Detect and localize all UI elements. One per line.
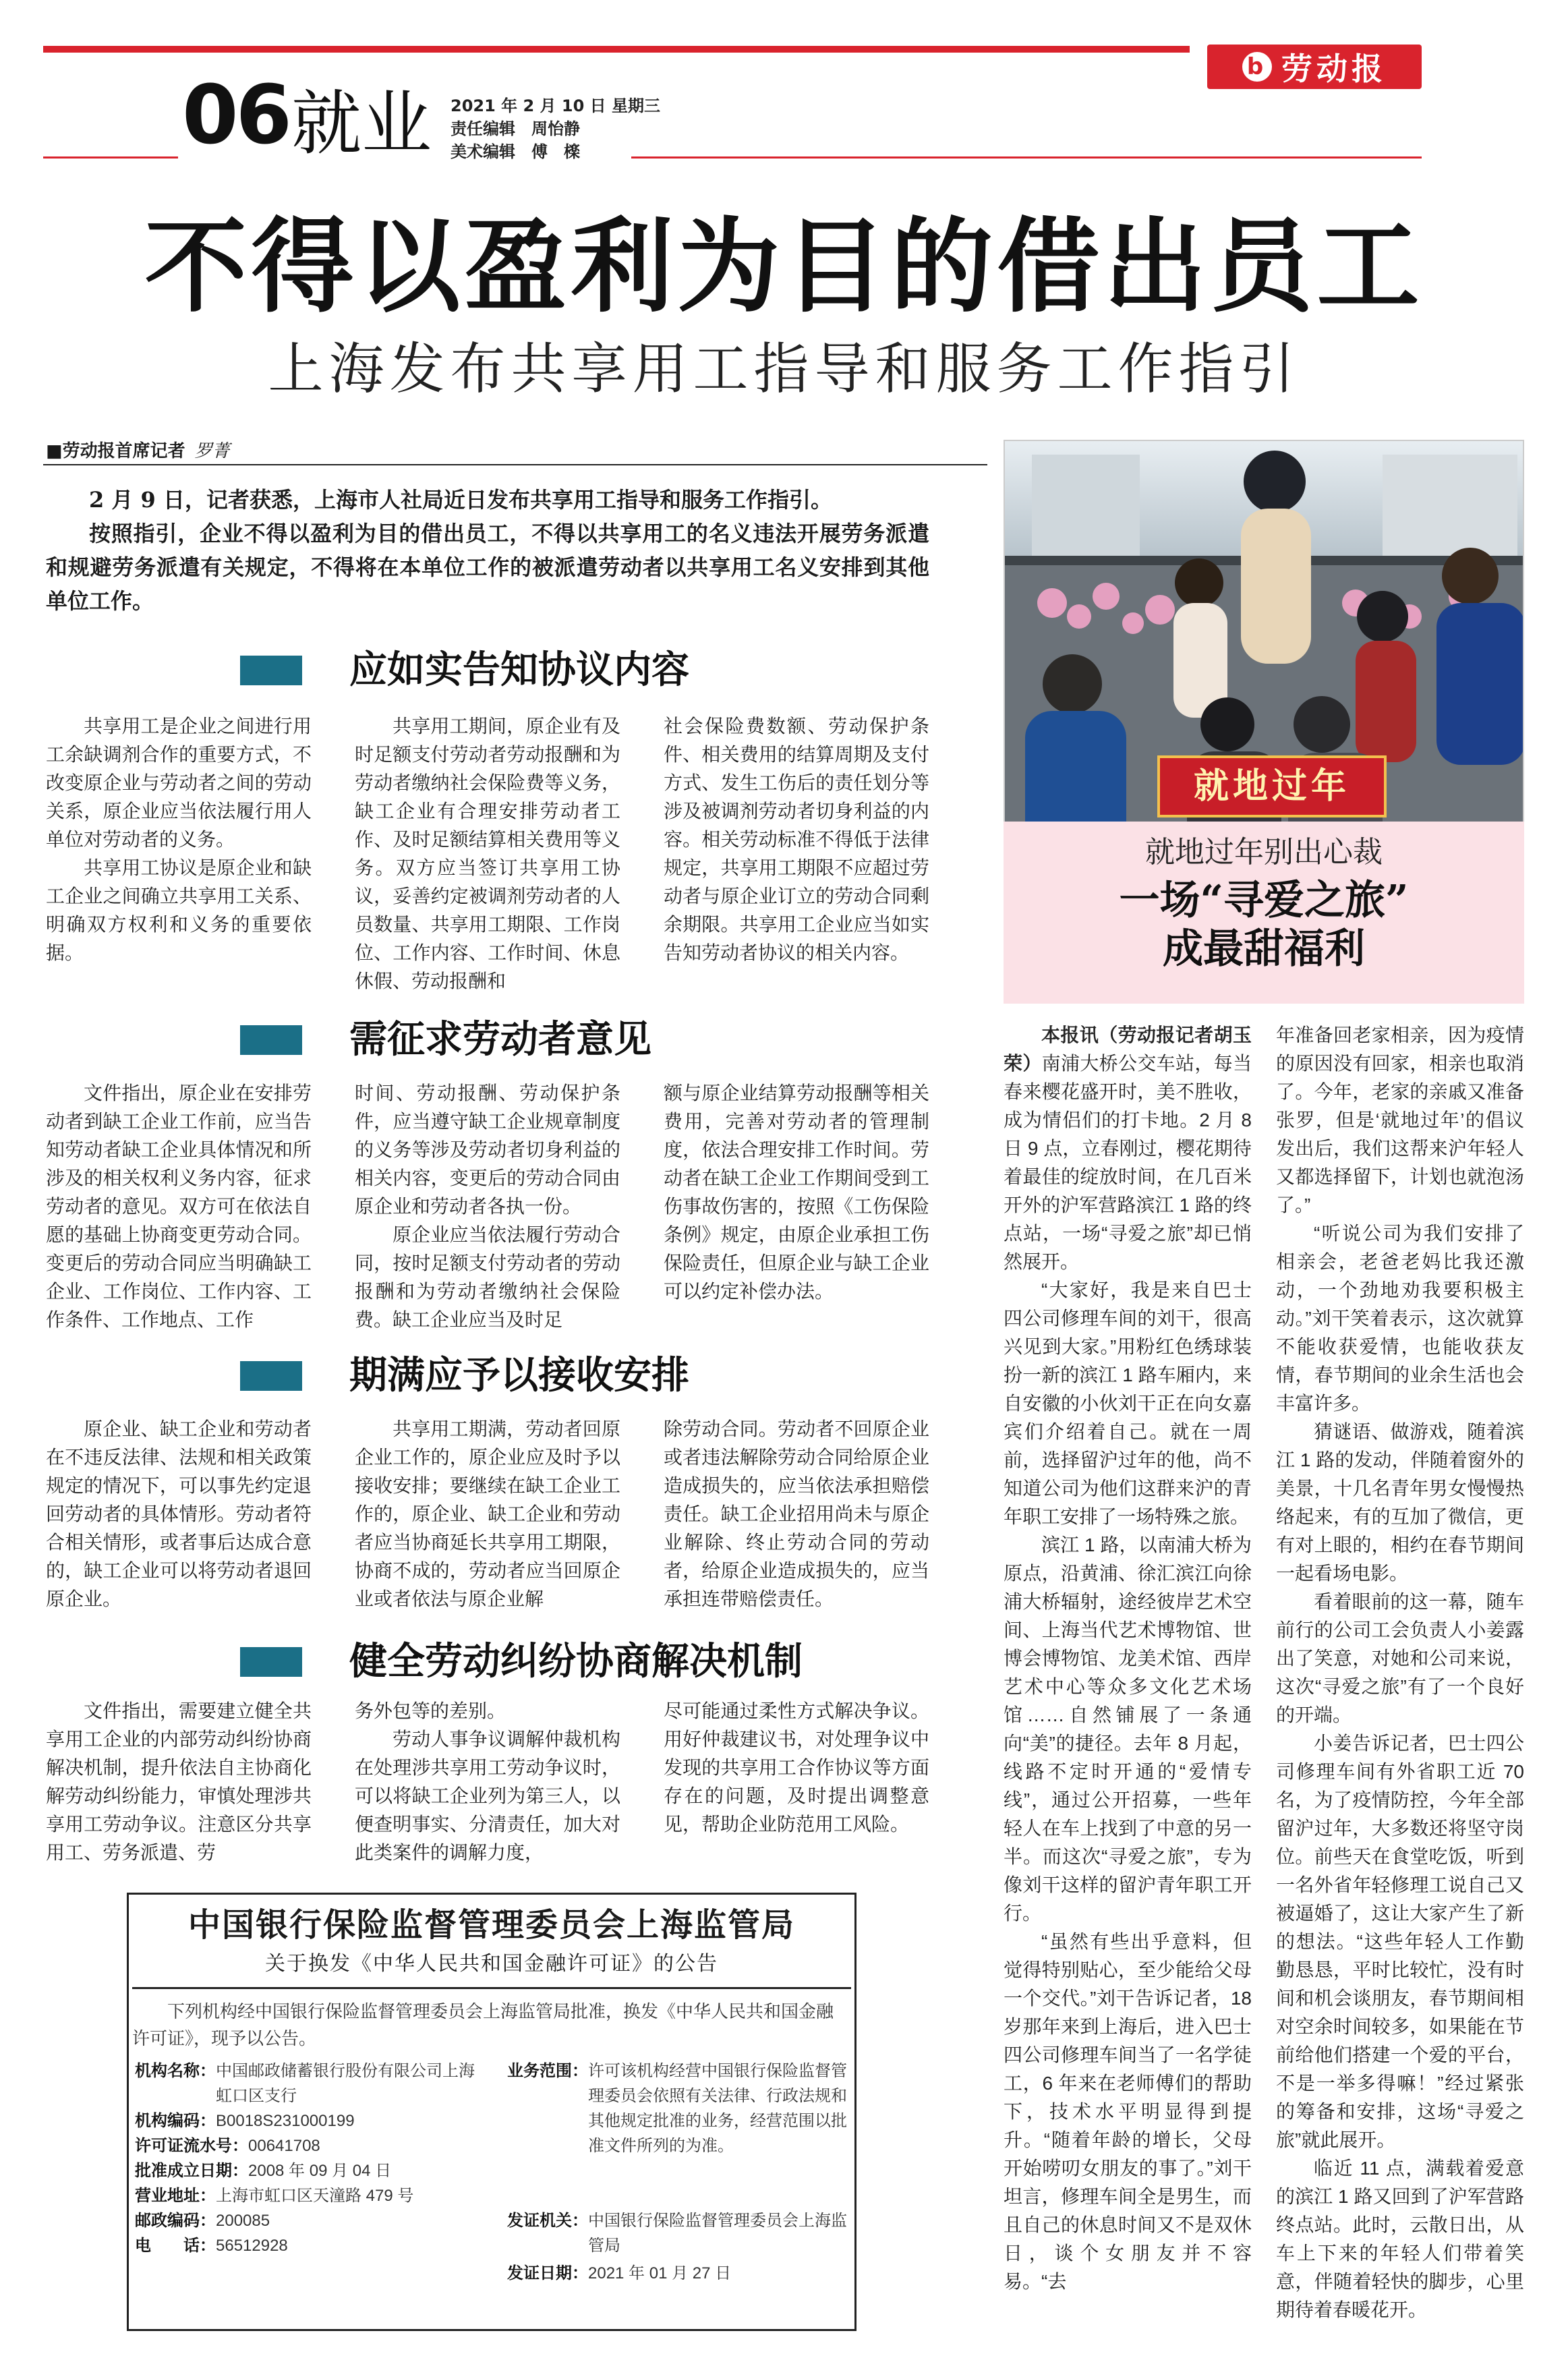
notice-field: 机构编码： B0018S231000199 (135, 2112, 355, 2130)
section-marker-icon (240, 1647, 302, 1677)
notice-title: 中国银行保险监督管理委员会上海监管局 (187, 1906, 795, 1944)
newspaper-logo (1207, 45, 1422, 89)
paragraph: 除劳动合同。劳动者不回原企业或者违法解除劳动合同给原企业造成损失的，应当依法承担赔偿责任。缺工企业招用尚未与原企业解除、终止劳动合同的劳动者，给原企业造成损失的，应当承担连带赔偿责任。 (664, 1418, 929, 1609)
paragraph: 务外包等的差别。 (355, 1700, 506, 1721)
text-column (46, 712, 312, 996)
festival-banner: 就地过年 (1157, 755, 1387, 817)
paragraph: “虽然有些出乎意料，但觉得特别贴心，至少能给父母一个交代。”刘干告诉记者，18 岁那年来到上海后，进入巴士四公司修理车间当了一名学徒工，6 年来在老师傅们的帮助下，技术水平明显得到提升。“随着年龄的增长，父母开始唠叨女朋友的事了。”刘干坦言，修理车间全是男生，而且自己的休息时间又不是双休日，谈个女朋友并不容易。“去 (1004, 1931, 1252, 2292)
paragraph: 共享用工期间，原企业有及时足额支付劳动者劳动报酬和为劳动者缴纳社会保险费等义务，缺工企业有合理安排劳动者工作、及时足额结算相关费用等义务。双方应当签订共享用工协议，妥善约定被调剂劳动者的人员数量、共享用工期限、工作岗位、工作内容、工作时间、休息休假、劳动报酬和 (355, 716, 620, 992)
section-marker-icon (240, 1361, 302, 1391)
paragraph: 小姜告诉记者，巴士四公司修理车间有外省职工近 70 名，为了疫情防控，今年全部留沪过年，大多数还将坚守岗位。前些天在食堂吃饭，听到一名外省年轻修理工说自己又被逼婚了，这让大家产生了新的想法。“这些年轻人工作勤勤恳恳，平时比较忙，没有时间和机会谈朋友，春节期间相对空余时间较多，如果能在节前给他们搭建一个爱的平台，不是一举多得嘛！”经过紧张的筹备和安排，这场“寻爱之旅”就此展开。 (1276, 1733, 1524, 2150)
paragraph: 滨江 1 路，以南浦大桥为原点，沿黄浦、徐汇滨江向徐浦大桥辐射，途经彼岸艺术空间、上海当代艺术博物馆、世博会博物馆、龙美术馆、西岸艺术中心等众多文化艺术场馆……自然铺展了一条通向“美”的捷径。去年 8 月起，线路不定时开通的“爱情专线”，通过公开招募，一些年轻人在车上找到了中意的另一半。而这次“寻爱之旅”，专为像刘干这样的留沪青年职工开行。 (1004, 1534, 1252, 1924)
paragraph: 临近 11 点，满载着爱意的滨江 1 路又回到了沪军营路终点站。此时，云散日出，从车上下来的年轻人们带着笑意，伴随着轻快的脚步，心里期待着春暖花开。 (1276, 2158, 1524, 2320)
lead-paragraph: 2 月 9 日，记者获悉，上海市人社局近日发布共享用工指导和服务工作指引。 (89, 487, 832, 513)
notice-field: 发证机关： 中国银行保险监督管理委员会上海监管局 (507, 2212, 847, 2255)
issue-meta (451, 94, 660, 163)
story-column (1004, 1021, 1252, 2324)
text-column (355, 1079, 620, 1334)
notice-field: 邮政编码： 200085 (135, 2212, 270, 2230)
paragraph: “听说公司为我们安排了相亲会，老爸老妈比我还激动，一个劲地劝我要积极主动。”刘干笑着表示，这次就算不能收获爱情，也能收获友情，春节期间的业余生活也会丰富许多。 (1276, 1223, 1524, 1414)
notice-left-fields (135, 2059, 486, 2258)
feature-headline-line1: 一场“寻爱之旅” (1119, 877, 1409, 924)
byline-label: ■劳动报首席记者 (46, 441, 185, 461)
section-body (46, 1415, 929, 1613)
paragraph: 共享用工期满，劳动者回原企业工作的，原企业应及时予以接收安排；要继续在缺工企业工作的，原企业、缺工企业和劳动者应当协商延长共享用工期限，协商不成的，劳动者应当回原企业或者依法与原企业解 (355, 1418, 620, 1609)
notice-field: 电 话： 56512928 (135, 2237, 288, 2255)
paragraph: 共享用工协议是原企业和缺工企业之间确立共享用工关系、明确双方权利和义务的重要依据。 (46, 857, 312, 963)
text-column (664, 712, 929, 996)
top-red-rule (43, 46, 1190, 53)
section-heading: 需征求劳动者意见 (349, 1017, 651, 1062)
notice-field: 发证日期： 2021 年 01 月 27 日 (507, 2264, 732, 2282)
text-column (46, 1415, 312, 1613)
notice-rule (132, 1987, 851, 1989)
paragraph: 文件指出，原企业在安排劳动者到缺工企业工作前，应当告知劳动者缺工企业具体情况和所涉及的相关权利义务内容，征求劳动者的意见。双方可在依法自愿的基础上协商变更劳动合同。变更后的劳动合同应当明确缺工企业、工作岗位、工作内容、工作条件、工作地点、工作 (46, 1083, 312, 1330)
notice-subtitle: 关于换发《中华人民共和国金融许可证》的公告 (265, 1952, 718, 1976)
paragraph: 额与原企业结算劳动报酬等相关费用，完善对劳动者的管理制度，依法合理安排工作时间。劳动者在缺工企业工作期间受到工伤事故伤害的，按照《工伤保险条例》规定，由原企业承担工伤保险责任，但原企业与缺工企业可以约定补偿办法。 (664, 1083, 929, 1302)
paragraph: “大家好，我是来自巴士四公司修理车间的刘干，很高兴见到大家。”用粉红色绣球装扮一新的滨江 1 路车厢内，来自安徽的小伙刘干正在向女嘉宾们介绍着自己。就在一周前，选择留沪过年的他，尚不知道公司为他们这群来沪的青年职工安排了一场特殊之旅。 (1004, 1280, 1252, 1527)
text-column (46, 1697, 312, 1867)
lead-paragraph: 按照指引，企业不得以盈利为目的借出员工，不得以共享用工的名义违法开展劳务派遣和规避劳务派遣有关规定，不得将在本单位工作的被派遣劳动者以共享用工名义安排到其他单位工作。 (46, 521, 929, 614)
section-body (46, 1079, 929, 1334)
section-name: 就业 (291, 82, 432, 165)
story-lead-in: 本报讯（劳动报记者胡玉荣） (1004, 1024, 1252, 1074)
header-divider-left (43, 156, 178, 159)
paragraph: 年准备回老家相亲，因为疫情的原因没有回家，相亲也取消了。今年，老家的亲戚又准备张罗，但是‘就地过年’的倡议发出后，我们这帮来沪年轻人又都选择留下，计划也就泡汤了。” (1276, 1025, 1524, 1215)
paragraph: 尽可能通过柔性方式解决争议。用好仲裁建议书，对处理争议中发现的共享用工合作协议等方面存在的问题，及时提出调整意见，帮助企业防范用工风险。 (664, 1700, 929, 1835)
notice-right-fields (507, 2059, 850, 2286)
logo-text: 劳动报 (1281, 51, 1387, 87)
section-heading: 应如实告知协议内容 (349, 648, 689, 692)
responsible-editor: 责任编辑 周怡静 (451, 119, 580, 138)
text-column (355, 1415, 620, 1613)
feature-kicker: 就地过年别出心裁 (1145, 835, 1383, 869)
text-column (355, 712, 620, 996)
paragraph: 社会保险费数额、劳动保护条件、相关费用的结算周期及支付方式、发生工伤后的责任划分等涉及被调剂劳动者切身利益的内容。相关劳动标准不得低于法律规定，共享用工期限不应超过劳动者与原企业订立的劳动合同剩余期限。共享用工企业应当如实告知劳动者协议的相关内容。 (664, 716, 929, 963)
notice-field: 许可证流水号： 00641708 (135, 2137, 320, 2155)
section-body (46, 1697, 929, 1867)
lead-paragraphs (46, 483, 929, 618)
art-editor: 美术编辑 傅 檪 (451, 142, 580, 161)
notice-field: 机构名称： 中国邮政储蓄银行股份有限公司上海虹口区支行 (135, 2062, 475, 2105)
section-body (46, 712, 929, 996)
notice-field: 业务范围： 许可该机构经营中国银行保险监督管理委员会依照有关法律、行政法规和其他规定批准的业务，经营范围以批准文件所列的为准。 (507, 2062, 847, 2155)
section-heading: 健全劳动纠纷协商解决机制 (349, 1639, 803, 1684)
paragraph: 猜谜语、做游戏，随着滨江 1 路的发动，伴随着窗外的美景，十几名青年男女慢慢热络起来，有的互加了微信，更有对上眼的，相约在春节期间一起看场电影。 (1276, 1421, 1524, 1584)
notice-field: 批准成立日期： 2008 年 09 月 04 日 (135, 2162, 392, 2180)
paragraph: 劳动人事争议调解仲裁机构在处理涉共享用工劳动争议时，可以将缺工企业列为第三人，以便查明事实、分清责任，加大对此类案件的调解力度， (355, 1729, 620, 1863)
byline (46, 437, 230, 462)
logo-mark-icon: b (1242, 52, 1272, 82)
paragraph: 原企业、缺工企业和劳动者在不违反法律、法规和相关政策规定的情况下，可以事先约定退回劳动者的具体情形。劳动者符合相关情形，或者事后达成合意的，缺工企业可以将劳动者退回原企业。 (46, 1418, 312, 1609)
header-divider-right (631, 156, 1422, 159)
notice-field: 营业地址： 上海市虹口区天潼路 479 号 (135, 2187, 414, 2205)
paragraph: 文件指出，需要建立健全共享用工企业的内部劳动纠纷协商解决机制，提升依法自主协商化解劳动纠纷能力，审慎处理涉共享用工劳动争议。注意区分共享用工、劳务派遣、劳 (46, 1700, 312, 1863)
story-column (1276, 1021, 1524, 2324)
notice-intro: 下列机构经中国银行保险监督管理委员会上海监管局批准，换发《中华人民共和国金融许可证》，现予以公告。 (132, 2001, 834, 2048)
main-headline: 不得以盈利为目的借出员工 (144, 206, 1424, 326)
paragraph: 看着眼前的这一幕，随车前行的公司工会负责人小姜露出了笑意，对她和公司来说，这次“寻爱之旅”有了一个良好的开端。 (1276, 1591, 1524, 1725)
text-column (664, 1079, 929, 1334)
paragraph: 原企业应当依法履行劳动合同，按时足额支付劳动者的劳动报酬和为劳动者缴纳社会保险费。缺工企业应当及时足 (355, 1224, 620, 1330)
byline-name: 罗菁 (194, 441, 230, 461)
feature-story (1004, 1021, 1524, 2324)
paragraph: 南浦大桥公交车站，每当春来樱花盛开时，美不胜收，成为情侣们的打卡地。2 月 8 日 9 点，立春刚过，樱花期待着最佳的绽放时间，在几百米开外的沪军营路滨江 1 路的终点站，一场“寻爱之旅”却已悄然展开。 (1004, 1053, 1252, 1272)
paragraph: 共享用工是企业之间进行用工余缺调剂合作的重要方式，不改变原企业与劳动者之间的劳动关系，原企业应当依法履行用人单位对劳动者的义务。 (46, 716, 312, 850)
section-heading: 期满应予以接收安排 (349, 1353, 689, 1398)
feature-headline-line2: 成最甜福利 (1163, 925, 1365, 973)
issue-date: 2021 年 2 月 10 日 星期三 (451, 96, 661, 115)
byline-rule (43, 464, 987, 465)
text-column (355, 1697, 620, 1867)
sub-headline: 上海发布共享用工指导和服务工作指引 (268, 337, 1300, 401)
text-column (664, 1415, 929, 1613)
section-marker-icon (240, 1025, 302, 1055)
section-marker-icon (240, 656, 302, 685)
page-number: 06 (182, 69, 289, 163)
text-column (46, 1079, 312, 1334)
paragraph: 时间、劳动报酬、劳动保护条件，应当遵守缺工企业规章制度的义务等涉及劳动者切身利益的相关内容，变更后的劳动合同由原企业和劳动者各执一份。 (355, 1083, 620, 1217)
text-column (664, 1697, 929, 1867)
